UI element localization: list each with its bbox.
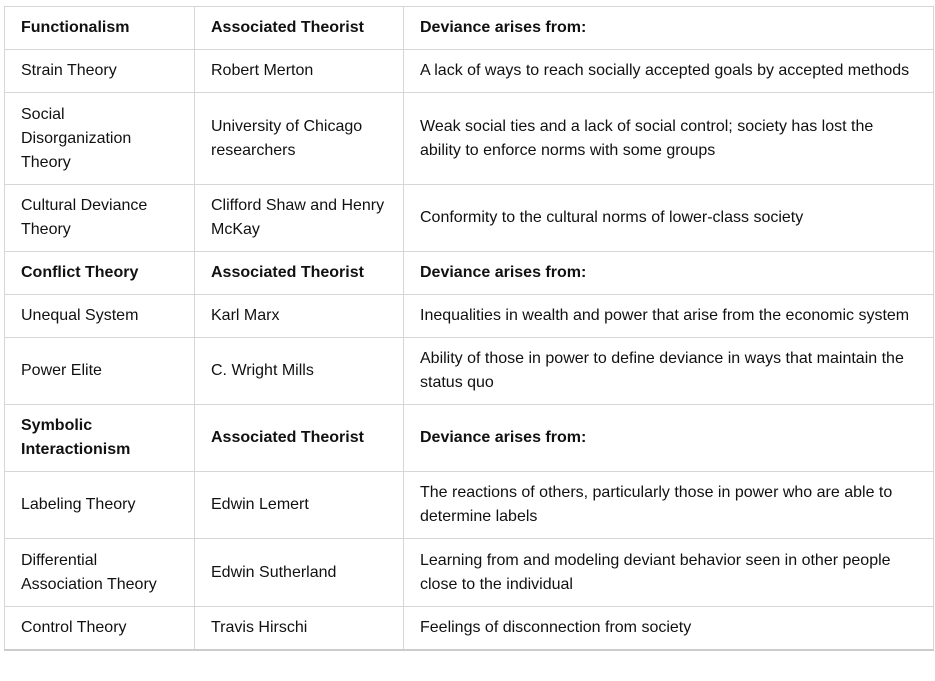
theorist-cell bbox=[195, 539, 404, 607]
theory-cell bbox=[5, 185, 195, 252]
deviance-source-cell bbox=[404, 338, 934, 405]
table-body bbox=[5, 7, 934, 650]
cell-text: Edwin Lemert bbox=[211, 496, 309, 513]
cell-text: Feelings of disconnection from society bbox=[420, 618, 692, 636]
section-header-row bbox=[5, 7, 934, 50]
deviance-source-cell bbox=[404, 607, 934, 650]
section-header-row bbox=[5, 252, 934, 295]
deviance-theories-table bbox=[4, 6, 934, 651]
cell-text: Weak social ties and a lack of social control; society has lost the ability to enforce norms with some groups bbox=[420, 117, 874, 159]
cell-text: Functionalism bbox=[21, 19, 130, 36]
theorist-cell bbox=[195, 93, 404, 185]
cell-text: C. Wright Mills bbox=[211, 362, 314, 379]
cell-text: University of Chicago researchers bbox=[211, 117, 363, 159]
deviance-source-cell bbox=[404, 185, 934, 252]
theorist-cell bbox=[195, 252, 404, 295]
cell-text: Power Elite bbox=[21, 362, 102, 379]
theory-cell bbox=[5, 338, 195, 405]
cell-text: Deviance arises from: bbox=[420, 19, 587, 36]
table-row bbox=[5, 50, 934, 93]
cell-text: The reactions of others, particularly those in power who are able to determine labels bbox=[420, 484, 893, 525]
theorist-cell bbox=[195, 338, 404, 405]
cell-text: Ability of those in power to define deviance in ways that maintain the status quo bbox=[420, 350, 904, 391]
table-row bbox=[5, 338, 934, 405]
section-header-row bbox=[5, 405, 934, 472]
table-row bbox=[5, 539, 934, 607]
theorist-cell bbox=[195, 472, 404, 539]
table-row bbox=[5, 607, 934, 650]
cell-text: Conflict Theory bbox=[21, 264, 139, 281]
deviance-source-cell bbox=[404, 50, 934, 93]
cell-text: Strain Theory bbox=[21, 62, 117, 79]
table-row bbox=[5, 472, 934, 539]
cell-text: Symbolic Interactionism bbox=[21, 417, 131, 458]
deviance-source-cell bbox=[404, 7, 934, 50]
theory-cell bbox=[5, 539, 195, 607]
theory-cell bbox=[5, 7, 195, 50]
deviance-source-cell bbox=[404, 539, 934, 607]
cell-text: A lack of ways to reach socially accepted goals by accepted methods bbox=[420, 62, 910, 79]
cell-text: Deviance arises from: bbox=[420, 429, 587, 446]
deviance-source-cell bbox=[404, 472, 934, 539]
cell-text: Inequalities in wealth and power that arise from the economic system bbox=[420, 307, 910, 324]
deviance-source-cell bbox=[404, 405, 934, 472]
theory-cell bbox=[5, 252, 195, 295]
cell-text: Learning from and modeling deviant behavior seen in other people close to the individual bbox=[420, 551, 891, 593]
theorist-cell bbox=[195, 607, 404, 650]
theory-cell bbox=[5, 607, 195, 650]
cell-text: Social Disorganization Theory bbox=[21, 105, 132, 171]
theorist-cell bbox=[195, 185, 404, 252]
cell-text: Associated Theorist bbox=[211, 264, 364, 281]
cell-text: Robert Merton bbox=[211, 62, 314, 79]
theory-cell bbox=[5, 295, 195, 338]
cell-text: Clifford Shaw and Henry McKay bbox=[211, 197, 385, 238]
cell-text: Associated Theorist bbox=[211, 19, 364, 36]
cell-text: Edwin Sutherland bbox=[211, 563, 337, 581]
theorist-cell bbox=[195, 295, 404, 338]
cell-text: Control Theory bbox=[21, 618, 127, 636]
table-row bbox=[5, 185, 934, 252]
theory-cell bbox=[5, 472, 195, 539]
theorist-cell bbox=[195, 7, 404, 50]
theory-cell bbox=[5, 405, 195, 472]
deviance-source-cell bbox=[404, 252, 934, 295]
cell-text: Conformity to the cultural norms of lower-class society bbox=[420, 209, 804, 226]
cell-text: Differential Association Theory bbox=[21, 551, 157, 593]
deviance-source-cell bbox=[404, 295, 934, 338]
table-row bbox=[5, 295, 934, 338]
cell-text: Cultural Deviance Theory bbox=[21, 197, 148, 238]
deviance-source-cell bbox=[404, 93, 934, 185]
cell-text: Unequal System bbox=[21, 307, 139, 324]
theorist-cell bbox=[195, 50, 404, 93]
cell-text: Deviance arises from: bbox=[420, 264, 587, 281]
cell-text: Labeling Theory bbox=[21, 496, 136, 513]
cell-text: Karl Marx bbox=[211, 307, 280, 324]
theorist-cell bbox=[195, 405, 404, 472]
theory-cell bbox=[5, 50, 195, 93]
cell-text: Associated Theorist bbox=[211, 429, 364, 446]
table-row bbox=[5, 93, 934, 185]
cell-text: Travis Hirschi bbox=[211, 618, 308, 636]
theory-cell bbox=[5, 93, 195, 185]
